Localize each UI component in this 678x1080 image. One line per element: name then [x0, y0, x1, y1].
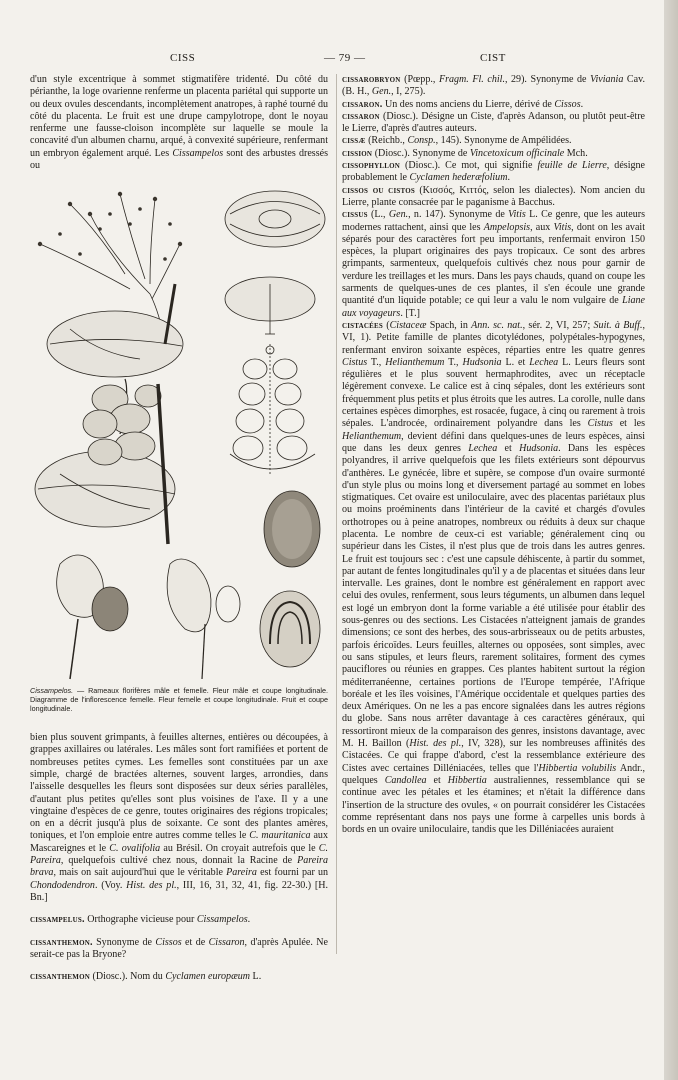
- genus-name: Chondodendron: [30, 879, 95, 891]
- female-flowering-branch: [35, 379, 175, 544]
- text-run: . [T.]: [400, 307, 420, 319]
- headword: cissaron.: [342, 98, 383, 110]
- genus-name: Cissampelos: [172, 147, 224, 159]
- cissampelos-engraving: [30, 184, 328, 684]
- text-run: (Pœpp.,: [400, 74, 439, 85]
- entry-cissos: [342, 185, 645, 210]
- text-run: .: [247, 914, 251, 926]
- genus-name: Helianthemum: [385, 356, 445, 368]
- reference-title: Hist. des pl.: [409, 738, 462, 750]
- reference-title: Consp.: [407, 135, 436, 147]
- column-divider: [336, 74, 337, 954]
- text-run: (Diosc.). Synonyme de: [372, 147, 470, 159]
- entry-cissanthemon-1: [30, 937, 328, 962]
- headword: cission: [342, 147, 373, 159]
- text-run: , devient défini dans quelques-unes de leurs espèces, ainsi que dans les deux genres: [342, 430, 645, 454]
- genus-name: Cistus: [342, 356, 368, 368]
- genus-name: Ampelopsis: [483, 221, 531, 233]
- genus-name: Hibbertia: [447, 774, 487, 786]
- reference-title: Hist. des pl.: [126, 879, 177, 891]
- text-run: L. Leurs fleurs sont régulières et le plus souvent hermaphrodites, avec un réceptacle légèrement convexe. Le calice est à cinq sépales, dont les extérieurs sont fréquemment plus petits et plus étroits que les autres. La corolle, nulle dans certaines espèces dimorphes, est rosacée, fugace, à cinq ou rarement à trois sépales. L'androcée, ordinairement polyandre dans les: [342, 356, 646, 430]
- text-run: (Diosc.). Désigne un Ciste, d'après Adanson, ou plutôt peut-être le Lierre, d'après d'autres auteurs.: [342, 110, 645, 135]
- species-name: Vincetoxicum officinale: [469, 147, 565, 159]
- text-run: Mch.: [564, 147, 588, 159]
- genus-name: Cissos: [155, 936, 182, 948]
- text-run: L.: [250, 971, 262, 983]
- entry-cissampelus: [30, 914, 328, 926]
- right-column: [342, 74, 645, 836]
- text-run: australiennes, ressemblance qui se continue avec les pétales et les étamines; et n'était la différence dans l'insertion de la structure des ovules, « on pourrait considérer les Cistacées comme représentant dans nos pays une forme à carpelles unis bords à bords en un ovaire uniloculaire, tandis que les Dilléniacées auraient: [342, 774, 646, 836]
- headword: cistacées: [342, 319, 383, 331]
- genus-name: Vitis: [553, 221, 572, 233]
- male-flowering-branch: [38, 192, 183, 377]
- entry-cissaron-2: [342, 111, 645, 136]
- entry-cission: [342, 148, 645, 160]
- text-run: , quelquefois cultivé chez nous, donnait la Racine de: [60, 855, 298, 867]
- text-run-italic: feuille de Lierre: [537, 160, 607, 172]
- entry-cissus: [342, 209, 645, 320]
- species-name: Pareira brava: [30, 855, 328, 879]
- paragraph-cissampelos-continued: [30, 74, 328, 172]
- text-run: et: [497, 442, 520, 454]
- genus-name: Hudsonia: [519, 442, 559, 454]
- text-run: .: [507, 172, 510, 184]
- text-run: , VI, 1). Petite famille de plantes dicotylédones, polypétales-hypogynes, renfermant environ soixante espèces, réparties entre les quatre genres: [342, 319, 645, 356]
- reference-title: Fragm. Fl. chil.: [438, 74, 505, 85]
- text-run: (: [382, 319, 390, 331]
- female-flower-section: [167, 559, 240, 679]
- text-run: .: [580, 98, 584, 110]
- reference-title: Suit. à Buff.: [593, 319, 643, 331]
- genus-name: Viviania: [590, 74, 624, 85]
- text-run: et les: [612, 418, 645, 430]
- species-name: Hibbertia volubilis: [538, 762, 617, 774]
- text-run: L. et: [501, 356, 530, 368]
- text-run: , aux: [530, 221, 554, 233]
- genus-name: Cissaron: [208, 936, 245, 948]
- entry-cissophyllon: [342, 160, 645, 185]
- text-run: , désigne probablement le: [342, 160, 645, 184]
- genus-name: Vitis: [508, 209, 526, 221]
- headword: cissophyllon: [342, 160, 401, 172]
- headword: cissos ou cistos: [342, 184, 415, 196]
- text-run: , IV, 328), sur les nombreuses affinités des Cistacées. Ce qui frappe d'abord, c'est la ressemblance extérieure des Cistes avec certaines Dilléniacées, telles que l': [342, 738, 645, 774]
- fruit: [264, 491, 320, 567]
- entry-cistacees: [342, 320, 645, 836]
- text-run: L. Ce genre, que les auteurs modernes rattachent, ainsi que les: [342, 209, 646, 233]
- header-left-word: CISS: [170, 52, 196, 64]
- text-run: au Brésil. On croyait autrefois que le: [160, 842, 319, 854]
- reference-title: Ann. sc. nat.: [471, 319, 523, 331]
- headword: cissarobryon: [342, 74, 401, 85]
- text-run: . Dans les espèces polyandres, il arrive quelquefois que les filets extérieurs sont dépourvus d'anthères. Le gynécée, libre et supère, se compose d'un ovaire surmonté d'un style plus ou moins long et diversement partagé au sommet en lobes stigmatiques. Cet ovaire est uniloculaire, avec des placentas pariétaux plus ou moins proéminents dans l'intérieur de la cavité et chargés d'ovules orthotropes ou à peine anatropes, nombreux ou réduits à deux sur chaque placenta. Le nombre de ceux-ci est variable; généralement cinq ou supérieur dans les Cistes, il n'est plus que de trois dans les autres genres. Le fruit est toujours sec : c'est une capsule déhiscente, à partir du sommet, par autant de fentes longitudinales qu'il y a de placentas et situées dans leur intervalle. Les graines, dont le nombre est généralement en rapport avec celui des ovules, renferment, sous leurs téguments, un albumen dans lequel est logé un embryon dont la forme variable a été utilisée pour établir des sous-genres ou des sections. Les Cistacées n'atteignent jamais de grandes dimensions; ce sont des herbes, des sous-arbrisseaux ou de petits arbustes, parfois éricoïdes. Leurs feuilles, alternes ou opposées, sont simples, avec ou sans stipules, et leurs fleurs, rarement solitaires, forment des cymes pauciflores ou réunies en grappes. Ces plantes habitent surtout la région méditerranéenne, certaines portions de l'Europe tempérée, l'Afrique boréale et les îles voisines, l'Amérique occidentale et quelques parties des deux Amériques. On ne les a pas encore signalées dans les autres régions du globe. Sans nous arrêter davantage à ces caractères généraux, qui ressortiront mieux de la comparaison des genres, insistons davantage, avec M. H. Baillon (: [342, 442, 645, 750]
- text-run: , n. 147). Synonyme de: [408, 209, 509, 221]
- text-run: T.,: [367, 356, 386, 368]
- inflorescence-diagram: [230, 344, 315, 474]
- text-run: d'un style excentrique à sommet stigmatifère tridenté. Du côté du périanthe, la loge ovarienne renferme un placenta pariétal qui supporte un ou deux ovules descendants, incomplètement anatropes, à raphé tourné du côté du placenta. Le fruit est une drupe campylotrope, dont le noyau renferme une fausse-cloison incomplète sur laquelle se moule la concavité d'un albumen charnu, arqué, à convexité supérieure, renfermant un embryon également arqué. Les: [30, 74, 328, 159]
- headword: cissaron: [342, 110, 380, 122]
- genus-name: Candollea: [384, 774, 427, 786]
- text-run: , I, 275).: [391, 86, 426, 98]
- text-run: , dont on les avait séparés pour des caractères fort peu importants, renfermait environ 150 espèces, la plupart originaires des pays tropicaux. Ce sont des arbres grimpants, sarmenteux, quelquefois cultivés chez nous pour garnir de verdure les treillages et les murs. Dans les pays chauds, quand on coupe les sarments de quelques-unes de ces plantes, il s'en écoule une grande quantité d'un liquide potable; ce qui leur a valu le nom vulgaire de: [342, 221, 645, 307]
- fruit-section: [260, 591, 320, 667]
- entry-cissae: [342, 135, 645, 147]
- genus-name: Cissos: [554, 98, 581, 110]
- text-run: aux Mascareignes et le: [30, 830, 328, 854]
- species-name: C. ovalifolia: [109, 842, 161, 854]
- caption-genus: Cissampelos.: [30, 686, 74, 695]
- genus-name: Lechea: [468, 442, 498, 454]
- text-run: Cav. (B. H.,: [342, 74, 645, 98]
- species-name: Cyclamen hederæfolium: [409, 172, 508, 184]
- text-run: Andr., quelques: [342, 762, 645, 786]
- genus-name: Helianthemum: [342, 430, 402, 442]
- text-run: Synonyme de: [92, 936, 156, 948]
- running-header: [30, 52, 645, 68]
- header-right-word: CIST: [480, 52, 506, 64]
- species-name: C. Pareira: [30, 842, 328, 867]
- paragraph-cissampelos-end: [30, 732, 328, 904]
- text-run: , 29). Synonyme de: [504, 74, 591, 85]
- text-run: , sér. 2, VI, 257;: [522, 319, 594, 331]
- headword: cissus: [342, 209, 368, 221]
- female-flower: [57, 555, 128, 679]
- entry-cissaron-1: [342, 99, 645, 111]
- species-name: C. mauritanica: [249, 830, 311, 842]
- text-run: bien plus souvent grimpants, à feuilles alternes, entières ou découpées, à grappes axillaires ou latérales. Les mâles sont fort ramifiées et portent de nombreuses petites cymes. Les femelles sont constituées par un axe simple, chargé de bractées alternes, souvent larges, arrondies, dans l'aisselle desquelles les fleurs sont disposées sur deux séries parallèles, d'autant plus petites qu'elles sont plus voisines de l'axe. Il y a une vingtaine d'espèces de ce genre, toutes originaires des régions tropicales; on en a décrit jusqu'à plus de soixante. Ce sont des plantes amères, toniques, et l'on emploie entre autres comme telles le: [30, 732, 328, 842]
- common-name: Liane aux voyageurs: [342, 295, 645, 319]
- page-edge-shadow: [664, 0, 678, 1080]
- headword: cissampelus.: [30, 914, 85, 926]
- species-name: Cyclamen europæum: [165, 971, 251, 983]
- text-run: Spach, in: [426, 319, 472, 331]
- text-run: , d'après Apulée. Ne serait-ce pas la Bryone?: [30, 936, 328, 960]
- text-run: (Reichb.,: [365, 135, 408, 147]
- reference-title: Gen.: [388, 209, 409, 221]
- text-run: et de: [181, 936, 209, 948]
- left-column-top: [30, 74, 328, 172]
- text-run: , 145). Synonyme de Ampélidées.: [435, 135, 572, 147]
- text-run: Orthographe vicieuse pour: [84, 914, 197, 926]
- text-run: , III, 16, 31, 32, 41, fig. 22-30.) [H. Bn.]: [30, 879, 328, 903]
- text-run: , mais on sait aujourd'hui que le véritable: [53, 867, 227, 879]
- genus-name: Cistus: [587, 418, 613, 430]
- family-name: Cistaceæ: [389, 319, 427, 331]
- headword: cissanthemon: [30, 971, 90, 983]
- text-run: . (Voy.: [94, 879, 127, 891]
- caption-text: — Rameaux florifères mâle et femelle. Fleur mâle et coupe longitudinale. Diagramme de l'inflorescence femelle. Fleur femelle et coupe longitudinale. Fruit et coupe longitudinale.: [30, 686, 328, 713]
- text-run: sont des arbustes dressés ou: [30, 147, 328, 172]
- page-number: — 79 —: [324, 52, 366, 64]
- genus-name: Hudsonia: [462, 356, 502, 368]
- text-run: (Κισσός, Κιττός, selon les dialectes). Nom ancien du Lierre, plante consacrée par le paganisme à Bacchus.: [342, 184, 645, 208]
- text-run: est fourni par un: [256, 867, 329, 879]
- headword: cissanthemon.: [30, 936, 93, 948]
- genus-name: Cissampelos: [196, 914, 248, 926]
- reference-title: Gen.: [371, 86, 392, 98]
- entry-cissanthemon-2: [30, 971, 328, 983]
- male-flower-views: [225, 191, 325, 334]
- figure-caption: [30, 686, 328, 713]
- headword: cissæ: [342, 135, 366, 147]
- text-run: et: [426, 774, 448, 786]
- genus-name: Lechea: [529, 356, 559, 368]
- text-run: (Diosc.). Ce mot, qui signifie: [400, 160, 538, 172]
- entry-cissarobryon: [342, 74, 645, 99]
- text-run: T.,: [444, 356, 463, 368]
- text-run: Un des noms anciens du Lierre, dérivé de: [382, 98, 555, 110]
- text-run: (L.,: [367, 209, 389, 221]
- species-name: Pareira: [226, 867, 257, 879]
- text-run: (Diosc.). Nom du: [89, 971, 166, 983]
- botanical-illustration: [30, 184, 328, 684]
- left-column-bottom: [30, 722, 328, 994]
